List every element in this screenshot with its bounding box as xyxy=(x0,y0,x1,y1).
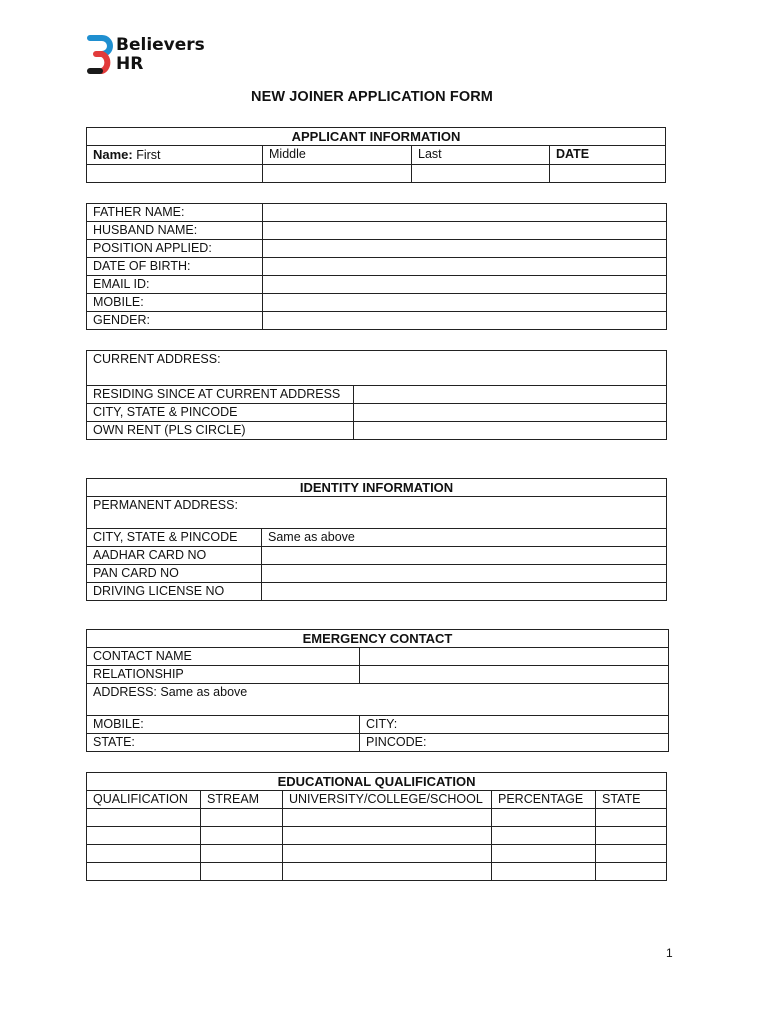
state-cell[interactable] xyxy=(596,845,667,863)
believers-logo-icon xyxy=(86,34,114,74)
middle-label: Middle xyxy=(263,146,412,165)
mobile-field[interactable] xyxy=(263,294,667,312)
university-cell[interactable] xyxy=(283,809,492,827)
permanent-city-field[interactable]: Same as above xyxy=(262,529,667,547)
company-logo xyxy=(86,34,226,74)
state-cell[interactable] xyxy=(596,809,667,827)
name-label: Name: xyxy=(93,147,133,162)
stream-cell[interactable] xyxy=(201,845,283,863)
aadhar-field[interactable] xyxy=(262,547,667,565)
gender-label: GENDER: xyxy=(87,312,263,330)
own-rent-field[interactable] xyxy=(354,422,667,440)
own-rent-label: OWN RENT (PLS CIRCLE) xyxy=(87,422,354,440)
personal-details-table xyxy=(86,203,667,330)
qualification-cell[interactable] xyxy=(87,845,201,863)
applicant-info-table xyxy=(86,127,666,183)
driving-license-field[interactable] xyxy=(262,583,667,601)
position-applied-label: POSITION APPLIED: xyxy=(87,240,263,258)
column-university: UNIVERSITY/COLLEGE/SCHOOL xyxy=(283,791,492,809)
first-name-field[interactable] xyxy=(87,165,263,183)
current-address-field[interactable]: CURRENT ADDRESS: xyxy=(87,351,667,386)
column-percentage: PERCENTAGE xyxy=(492,791,596,809)
husband-name-field[interactable] xyxy=(263,222,667,240)
education-header: EDUCATIONAL QUALIFICATION xyxy=(87,773,667,791)
relationship-field[interactable] xyxy=(360,666,669,684)
university-cell[interactable] xyxy=(283,845,492,863)
table-row xyxy=(87,809,667,827)
father-name-field[interactable] xyxy=(263,204,667,222)
emergency-mobile-field[interactable]: MOBILE: xyxy=(87,716,360,734)
residing-since-label: RESIDING SINCE AT CURRENT ADDRESS xyxy=(87,386,354,404)
percentage-cell[interactable] xyxy=(492,863,596,881)
driving-license-label: DRIVING LICENSE NO xyxy=(87,583,262,601)
contact-name-label: CONTACT NAME xyxy=(87,648,360,666)
first-label: First xyxy=(136,148,161,162)
name-first-cell xyxy=(87,146,263,165)
university-cell[interactable] xyxy=(283,863,492,881)
current-city-label: CITY, STATE & PINCODE xyxy=(87,404,354,422)
residing-since-field[interactable] xyxy=(354,386,667,404)
table-row xyxy=(87,827,667,845)
contact-name-field[interactable] xyxy=(360,648,669,666)
logo-text-line1: Believers xyxy=(116,35,205,55)
emergency-address-field[interactable]: ADDRESS: Same as above xyxy=(87,684,669,716)
state-cell[interactable] xyxy=(596,827,667,845)
date-of-birth-label: DATE OF BIRTH: xyxy=(87,258,263,276)
logo-text-line2: HR xyxy=(116,54,144,74)
emergency-contact-table xyxy=(86,629,669,752)
father-name-label: FATHER NAME: xyxy=(87,204,263,222)
table-row xyxy=(87,863,667,881)
current-address-table xyxy=(86,350,667,440)
column-state: STATE xyxy=(596,791,667,809)
form-title: NEW JOINER APPLICATION FORM xyxy=(251,89,493,105)
last-label: Last xyxy=(412,146,550,165)
pan-label: PAN CARD NO xyxy=(87,565,262,583)
percentage-cell[interactable] xyxy=(492,827,596,845)
qualification-cell[interactable] xyxy=(87,863,201,881)
education-table xyxy=(86,772,667,881)
gender-field[interactable] xyxy=(263,312,667,330)
table-row xyxy=(87,845,667,863)
emergency-state-field[interactable]: STATE: xyxy=(87,734,360,752)
identity-info-table xyxy=(86,478,667,601)
percentage-cell[interactable] xyxy=(492,845,596,863)
stream-cell[interactable] xyxy=(201,863,283,881)
emergency-contact-header: EMERGENCY CONTACT xyxy=(87,630,669,648)
date-field[interactable] xyxy=(550,165,666,183)
column-stream: STREAM xyxy=(201,791,283,809)
current-city-field[interactable] xyxy=(354,404,667,422)
stream-cell[interactable] xyxy=(201,809,283,827)
relationship-label: RELATIONSHIP xyxy=(87,666,360,684)
state-cell[interactable] xyxy=(596,863,667,881)
middle-name-field[interactable] xyxy=(263,165,412,183)
mobile-label: MOBILE: xyxy=(87,294,263,312)
column-qualification: QUALIFICATION xyxy=(87,791,201,809)
identity-info-header: IDENTITY INFORMATION xyxy=(87,479,667,497)
university-cell[interactable] xyxy=(283,827,492,845)
email-id-label: EMAIL ID: xyxy=(87,276,263,294)
qualification-cell[interactable] xyxy=(87,827,201,845)
percentage-cell[interactable] xyxy=(492,809,596,827)
emergency-city-field[interactable]: CITY: xyxy=(360,716,669,734)
husband-name-label: HUSBAND NAME: xyxy=(87,222,263,240)
date-label: DATE xyxy=(550,146,666,165)
permanent-address-field[interactable]: PERMANENT ADDRESS: xyxy=(87,497,667,529)
applicant-info-header: APPLICANT INFORMATION xyxy=(87,128,666,146)
aadhar-label: AADHAR CARD NO xyxy=(87,547,262,565)
emergency-pincode-field[interactable]: PINCODE: xyxy=(360,734,669,752)
email-id-field[interactable] xyxy=(263,276,667,294)
qualification-cell[interactable] xyxy=(87,809,201,827)
page-number: 1 xyxy=(666,946,673,960)
stream-cell[interactable] xyxy=(201,827,283,845)
last-name-field[interactable] xyxy=(412,165,550,183)
pan-field[interactable] xyxy=(262,565,667,583)
permanent-city-label: CITY, STATE & PINCODE xyxy=(87,529,262,547)
position-applied-field[interactable] xyxy=(263,240,667,258)
date-of-birth-field[interactable] xyxy=(263,258,667,276)
